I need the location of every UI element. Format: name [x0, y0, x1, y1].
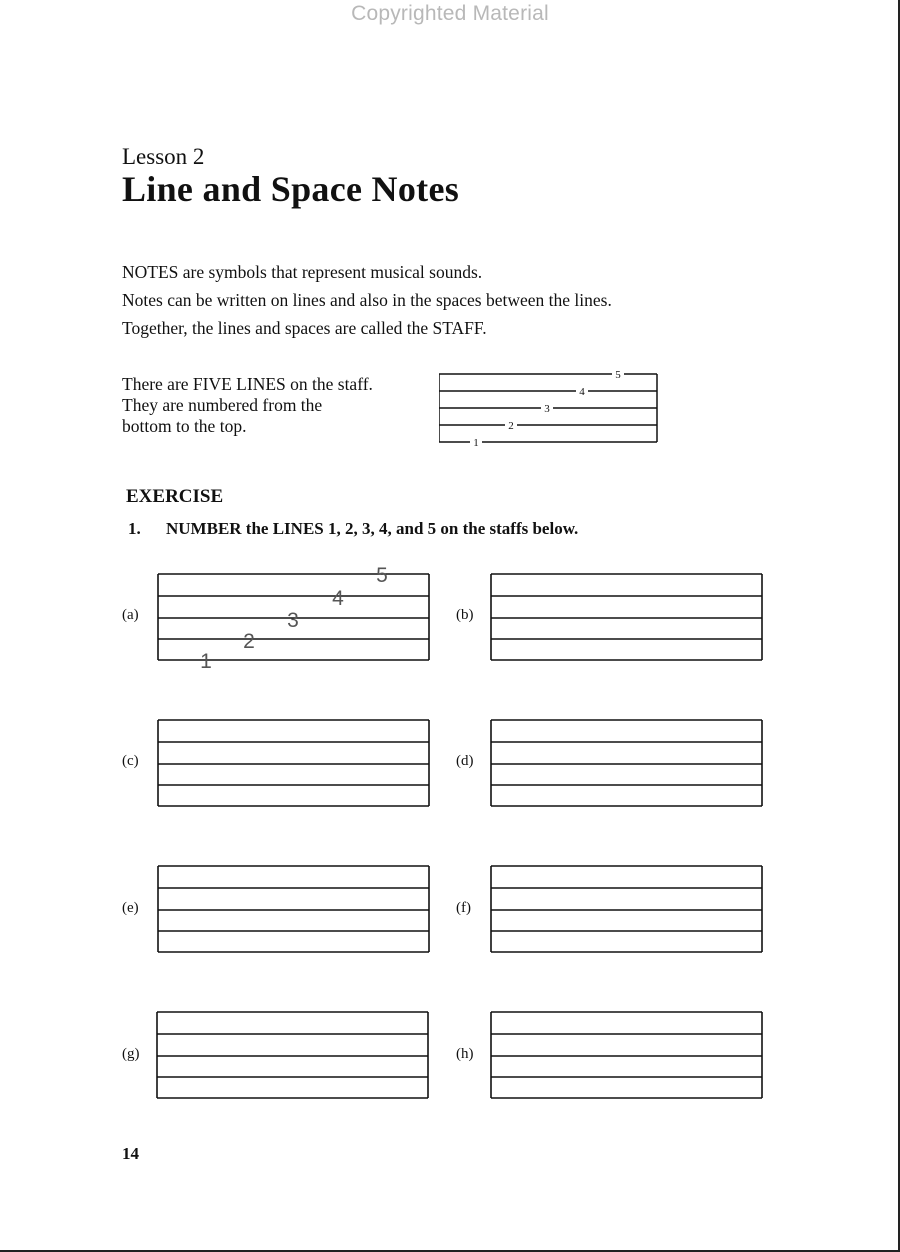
staff-d[interactable] — [490, 712, 764, 812]
explanation-line: There are FIVE LINES on the staff. — [122, 374, 373, 394]
staff-h[interactable] — [490, 1004, 764, 1104]
exercise-label-h: (h) — [456, 1046, 474, 1062]
staff-e[interactable] — [157, 858, 431, 958]
instruction-number: 1. — [128, 519, 141, 538]
answer-line-number: 3 — [287, 609, 299, 632]
exercise-label-d: (d) — [456, 753, 474, 769]
intro-line: Notes can be written on lines and also in the spaces between the lines. — [122, 290, 612, 310]
exercise-label-f: (f) — [456, 900, 471, 916]
answer-line-number: 4 — [332, 587, 344, 610]
explanation-line: They are numbered from the — [122, 395, 323, 415]
answer-line-number: 1 — [200, 650, 212, 672]
page-title: Line and Space Notes — [122, 169, 460, 209]
exercise-instruction — [128, 519, 578, 539]
demo-line-number: 1 — [473, 437, 479, 449]
lesson-number: Lesson 2 — [122, 144, 205, 169]
answer-line-number: 2 — [243, 630, 255, 653]
instruction-text: NUMBER the LINES 1, 2, 3, 4, and 5 on the staffs below. — [166, 519, 579, 538]
staff-g[interactable] — [156, 1004, 430, 1104]
exercise-heading: EXERCISE — [126, 486, 224, 507]
exercise-label-e: (e) — [122, 900, 139, 916]
demo-line-number: 4 — [579, 386, 585, 398]
staff-f[interactable] — [490, 858, 764, 958]
demo-staff — [439, 366, 661, 452]
staff-c[interactable] — [157, 712, 431, 812]
five-lines-explanation — [122, 374, 373, 437]
exercise-label-g: (g) — [122, 1046, 140, 1062]
answer-line-number: 5 — [376, 566, 388, 587]
copyright-watermark: Copyrighted Material — [351, 2, 549, 25]
intro-line: NOTES are symbols that represent musical sounds. — [122, 262, 483, 282]
demo-line-number: 5 — [615, 369, 621, 381]
page-number: 14 — [122, 1144, 139, 1163]
exercise-label-a: (a) — [122, 607, 139, 623]
staff-a — [157, 566, 431, 672]
staff-b[interactable] — [490, 566, 764, 666]
exercise-label-b: (b) — [456, 607, 474, 623]
demo-line-number: 2 — [508, 420, 514, 432]
exercise-label-c: (c) — [122, 753, 139, 769]
explanation-line: bottom to the top. — [122, 416, 247, 436]
demo-line-number: 3 — [544, 403, 550, 415]
intro-paragraph — [122, 258, 612, 342]
intro-line: Together, the lines and spaces are called the STAFF. — [122, 318, 487, 338]
